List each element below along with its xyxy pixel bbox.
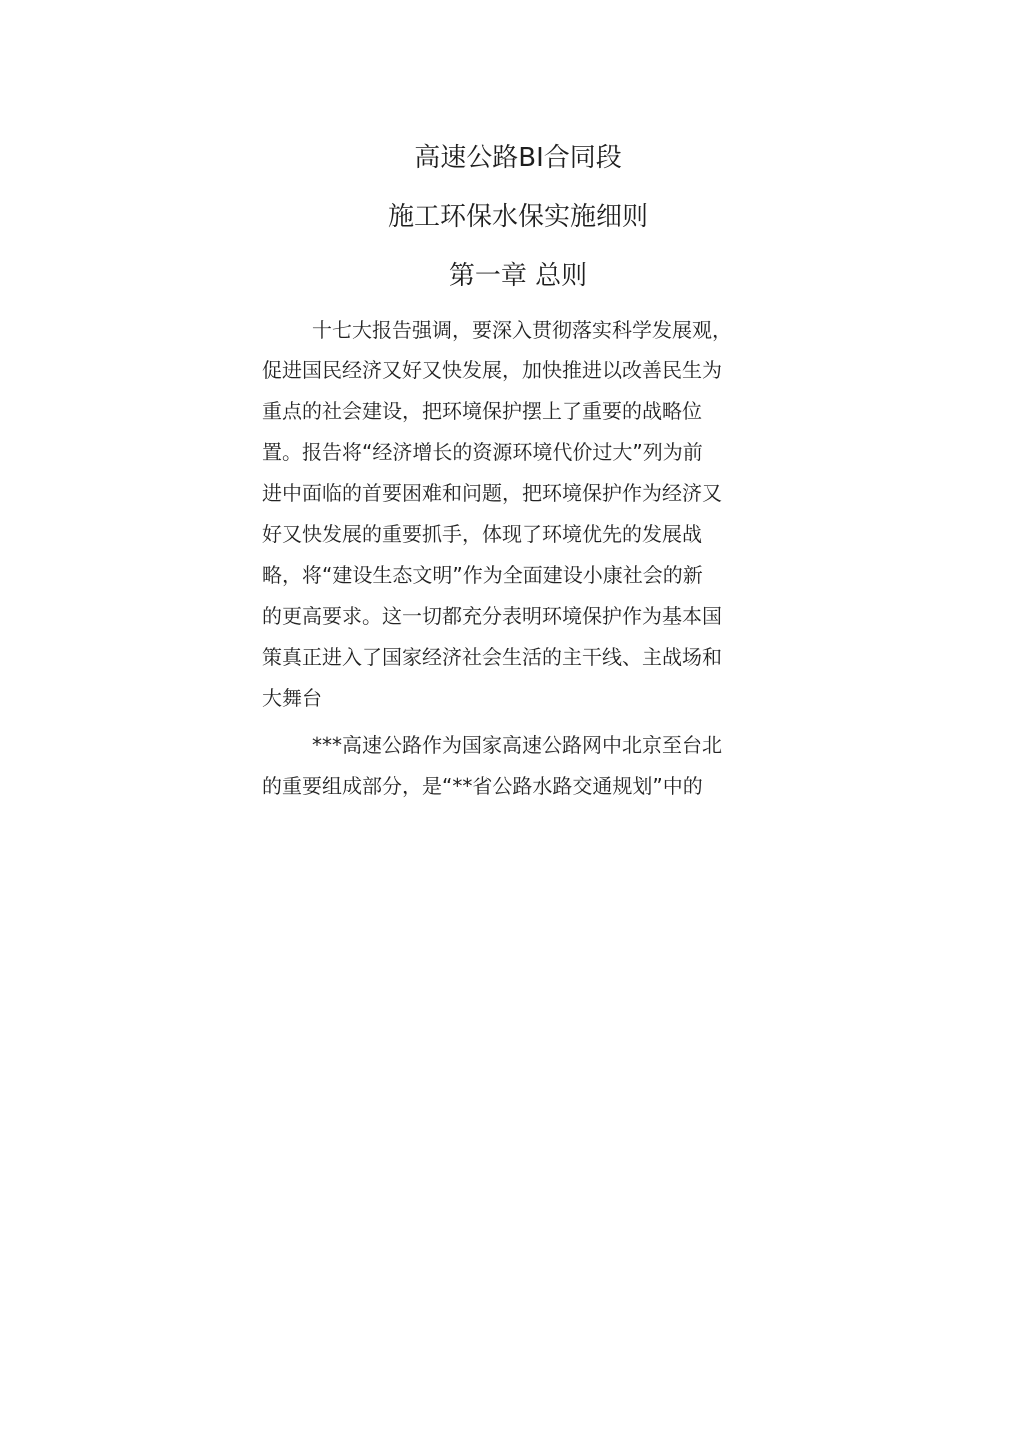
paragraph2-line: ***高速公路作为国家高速公路网中北京至台北 bbox=[312, 733, 722, 757]
paragraph1-line: 进中面临的首要困难和问题，把环境保护作为经济又 bbox=[262, 481, 722, 505]
paragraph2-line: 的重要组成部分，是“**省公路水路交通规划”中的 bbox=[262, 774, 703, 798]
document-title-line2: 施工环保水保实施细则 bbox=[387, 202, 648, 232]
paragraph1-line: 促进国民经济又好又快发展，加快推进以改善民生为 bbox=[262, 358, 722, 382]
paragraph1-line: 置。报告将“经济增长的资源环境代价过大”列为前 bbox=[262, 440, 703, 464]
paragraph1-line: 十七大报告强调，要深入贯彻落实科学发展观， bbox=[312, 318, 732, 342]
paragraph1-line: 的更高要求。这一切都充分表明环境保护作为基本国 bbox=[262, 604, 722, 628]
paragraph1-line: 好又快发展的重要抓手，体现了环境优先的发展战 bbox=[262, 522, 702, 546]
paragraph1-line: 略，将“建设生态文明”作为全面建设小康社会的新 bbox=[262, 563, 703, 587]
chapter-heading: 第一章 总则 bbox=[448, 261, 588, 291]
document-title-line1: 高速公路BI合同段 bbox=[414, 143, 622, 173]
paragraph1-line: 大舞台 bbox=[262, 686, 322, 710]
paragraph1-line: 重点的社会建设，把环境保护摆上了重要的战略位 bbox=[262, 399, 702, 423]
paragraph1-line: 策真正进入了国家经济社会生活的主干线、主战场和 bbox=[262, 645, 722, 669]
